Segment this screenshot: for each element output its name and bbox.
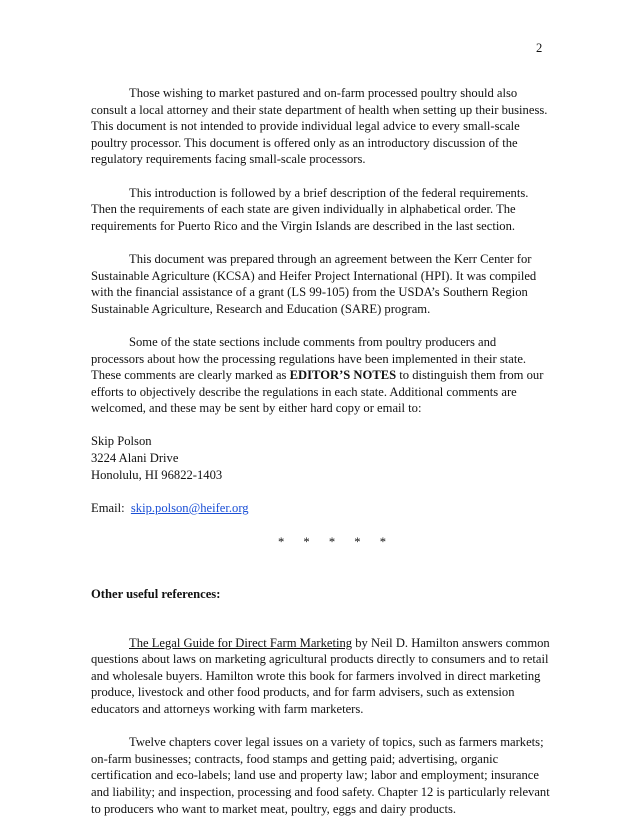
- document-body: [91, 85, 551, 834]
- email-label: Email:: [91, 500, 125, 515]
- contact-email-line: [91, 500, 551, 517]
- references-heading: Other useful references:: [91, 587, 221, 602]
- paragraph-legal-guide: [91, 635, 551, 718]
- book-title: The Legal Guide for Direct Farm Marketing: [129, 635, 353, 650]
- comments-text-before: Some of the state sections include comments from poultry producers and processors about how the processing regulations have been implemented in their state. These comments are clearly marked as: [91, 334, 527, 383]
- legal-guide-description: by Neil D. Hamilton answers common questions about laws on marketing agricultural products directly to consumers and to retail and wholesale buyers. Hamilton wrote this book for farmers involved in direct marketing produce, livestock and other food products, and for farm advisers, such as extension educators and attorneys working with farm marketers.: [91, 635, 550, 716]
- contact-address: [91, 433, 551, 483]
- contact-city: Honolulu, HI 96822-1403: [91, 467, 223, 482]
- editors-notes-label: EDITOR’S NOTES: [289, 368, 397, 383]
- contact-name: Skip Polson: [91, 434, 152, 449]
- paragraph-legal-advice: Those wishing to market pastured and on-farm processed poultry should also consult a local attorney and their state department of health when setting up their business. This document is not intended to provide individual legal advice to every small-scale poultry processor. This document is offered only as an introductory discussion of the regulatory requirements facing small-scale processors.: [91, 86, 548, 167]
- section-separator: * * * * *: [277, 535, 387, 550]
- email-link[interactable]: skip.polson@heifer.org: [130, 500, 249, 515]
- contact-street: 3224 Alani Drive: [91, 451, 179, 466]
- page-number: 2: [536, 41, 543, 55]
- paragraph-introduction: This introduction is followed by a brief description of the federal requirements. Then the requirements of each state are given individually in alphabetical order. The requirements for Puerto Rico and the Virgin Islands are described in the last section.: [91, 185, 529, 233]
- paragraph-agreement: This document was prepared through an agreement between the Kerr Center for Sustainable Agriculture (KCSA) and Heifer Project International (HPI). It was compiled with the financial assistance of a grant (LS 99-105) from the USDA’s Southern Region Sustainable Agriculture, Research and Education (SARE) program.: [91, 251, 537, 316]
- paragraph-comments: [91, 334, 551, 417]
- comments-text-after: to distinguish them from our efforts to objectively describe the regulations in each state. Additional comments are welcomed, and these may be sent by either hard copy or email to:: [91, 368, 544, 416]
- paragraph-chapters: Twelve chapters cover legal issues on a variety of topics, such as farmers markets; on-farm businesses; contracts, food stamps and getting paid; advertising, organic certification and eco-labels; land use and property law; labor and employment; insurance and liability; and inspection, processing and food safety. Chapter 12 is particularly relevant to producers who want to market meat, poultry, eggs and dairy products.: [91, 735, 550, 816]
